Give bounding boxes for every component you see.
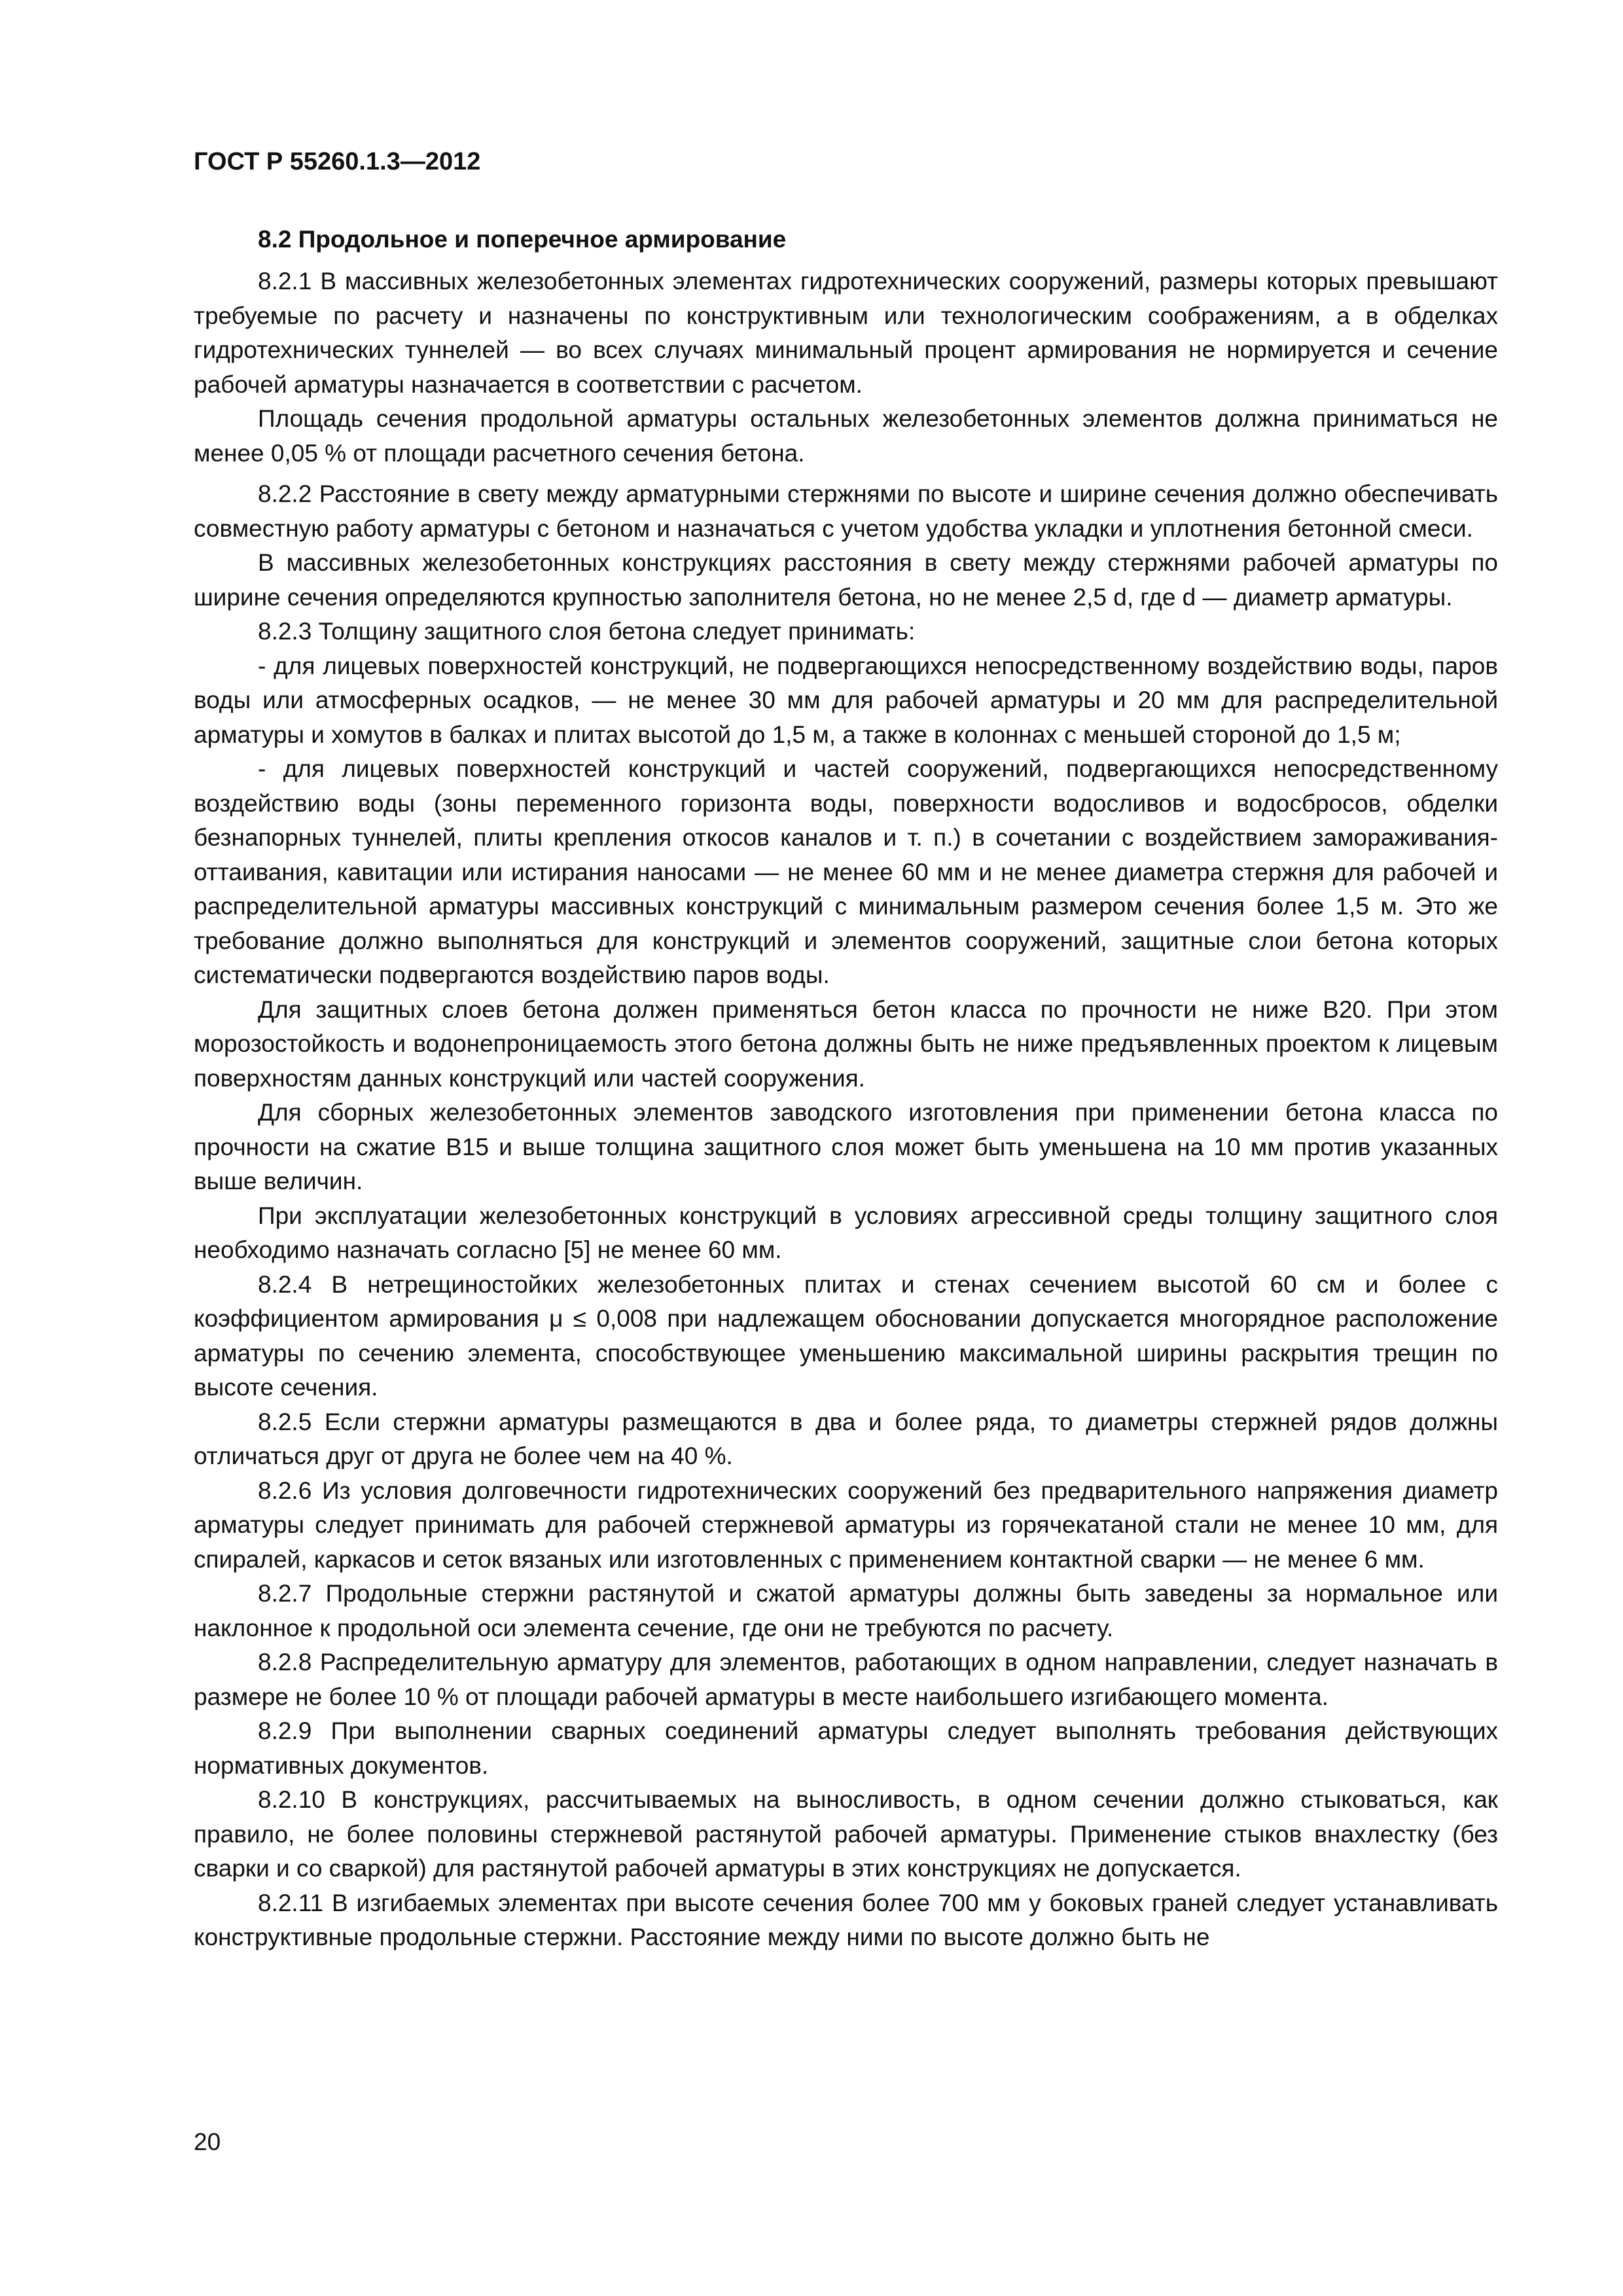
section-heading: 8.2 Продольное и поперечное армирование [258, 226, 787, 253]
paragraph-precast-elements: Для сборных железобетонных элементов заводского изготовления при применении бетона класса по прочности на сжатие В15 и выше толщина защитного слоя может быть уменьшена на 10 мм против указанных выше величин. [194, 1099, 1498, 1194]
paragraph-8-2-3-item-1: - для лицевых поверхностей конструкций, не подвергающихся непосредственному воздействию воды, паров воды или атмосферных осадков, — не менее 30 мм для рабочей арматуры и 20 мм для распределительной арматуры и хомутов в балках и плитах высотой до 1,5 м, а также в колоннах с меньшей стороной до 1,5 м; [194, 652, 1498, 748]
paragraph-8-2-9: 8.2.9 При выполнении сварных соединений арматуры следует выполнять требования действующих нормативных документов. [194, 1717, 1498, 1779]
page-number: 20 [194, 2128, 221, 2155]
paragraph-8-2-1-area: Площадь сечения продольной арматуры остальных железобетонных элементов должна приниматься не менее 0,05 % от площади расчетного сечения бетона. [194, 405, 1498, 467]
paragraph-8-2-6: 8.2.6 Из условия долговечности гидротехнических сооружений без предварительного напряжения диаметр арматуры следует принимать для рабочей стержневой арматуры из горячекатаной стали не менее 10 мм, для спиралей, каркасов и сеток вязаных или изготовленных с применением контактной сварки — не менее 6 мм. [194, 1477, 1498, 1573]
paragraph-8-2-2: 8.2.2 Расстояние в свету между арматурными стержнями по высоте и ширине сечения должно обеспечивать совместную работу арматуры с бетоном и назначаться с учетом удобства укладки и уплотнения бетонной смеси. [194, 480, 1498, 542]
paragraph-8-2-10: 8.2.10 В конструкциях, рассчитываемых на выносливость, в одном сечении должно стыковаться, как правило, не более половины стержневой растянутой рабочей арматуры. Применение стыков внахлестку (без сварки и со сваркой) для растянутой рабочей арматуры в этих конструкциях не допускается. [194, 1786, 1498, 1882]
paragraph-8-2-4: 8.2.4 В нетрещиностойких железобетонных плитах и стенах сечением высотой 60 см и более с коэффициентом армирования μ ≤ 0,008 при надлежащем обосновании допускается многорядное расположение арматуры по сечению элемента, способствующее уменьшению максимальной ширины раскрытия трещин по высоте сечения. [194, 1270, 1498, 1401]
document-body [194, 223, 1498, 1955]
paragraph-aggressive-environment: При эксплуатации железобетонных конструкций в условиях агрессивной среды толщину защитного слоя необходимо назначать согласно [5] не менее 60 мм. [194, 1202, 1498, 1263]
paragraph-8-2-1: 8.2.1 В массивных железобетонных элементах гидротехнических сооружений, размеры которых превышают требуемые по расчету и назначены по конструктивным или технологическим соображениям, а в обделках гидротехнических туннелей — во всех случаях минимальный процент армирования не нормируется и сечение рабочей арматуры назначается в соответствии с расчетом. [194, 268, 1498, 398]
paragraph-8-2-7: 8.2.7 Продольные стержни растянутой и сжатой арматуры должны быть заведены за нормальное или наклонное к продольной оси элемента сечение, где они не требуются по расчету. [194, 1580, 1498, 1641]
paragraph-protective-layer-class: Для защитных слоев бетона должен применяться бетон класса по прочности не ниже В20. При этом морозостойкость и водонепроницаемость этого бетона должны быть не ниже предъявленных проектом к лицевым поверхностям данных конструкций или частей сооружения. [194, 996, 1498, 1092]
paragraph-8-2-11: 8.2.11 В изгибаемых элементах при высоте сечения более 700 мм у боковых граней следует устанавливать конструктивные продольные стержни. Расстояние между ними по высоте должно быть не [194, 1889, 1498, 1950]
paragraph-8-2-2-massive: В массивных железобетонных конструкциях расстояния в свету между стержнями рабочей арматуры по ширине сечения определяются крупностью заполнителя бетона, но не менее 2,5 d, где d — диаметр арматуры. [194, 549, 1498, 611]
paragraph-8-2-5: 8.2.5 Если стержни арматуры размещаются в два и более ряда, то диаметры стержней рядов должны отличаться друг от друга не более чем на 40 %. [194, 1408, 1498, 1469]
document-code-header: ГОСТ Р 55260.1.3—2012 [194, 148, 481, 175]
paragraph-8-2-3: 8.2.3 Толщину защитного слоя бетона следует принимать: [258, 618, 916, 645]
paragraph-8-2-3-item-2: - для лицевых поверхностей конструкций и частей сооружений, подвергающихся непосредственному воздействию воды (зоны переменного горизонта воды, поверхности водосливов и водосбросов, обделки безнапорных туннелей, плиты крепления откосов каналов и т. п.) в сочетании с воздействием замораживания-оттаивания, кавитации или истирания наносами — не менее 60 мм и не менее диаметра стержня для рабочей и распределительной арматуры массивных конструкций с минимальным размером сечения более 1,5 м. Это же требование должно выполняться для конструкций и элементов сооружений, защитные слои бетона которых систематически подвергаются воздействию паров воды. [194, 755, 1498, 988]
paragraph-8-2-8: 8.2.8 Распределительную арматуру для элементов, работающих в одном направлении, следует назначать в размере не более 10 % от площади рабочей арматуры в месте наибольшего изгибающего момента. [194, 1649, 1498, 1710]
